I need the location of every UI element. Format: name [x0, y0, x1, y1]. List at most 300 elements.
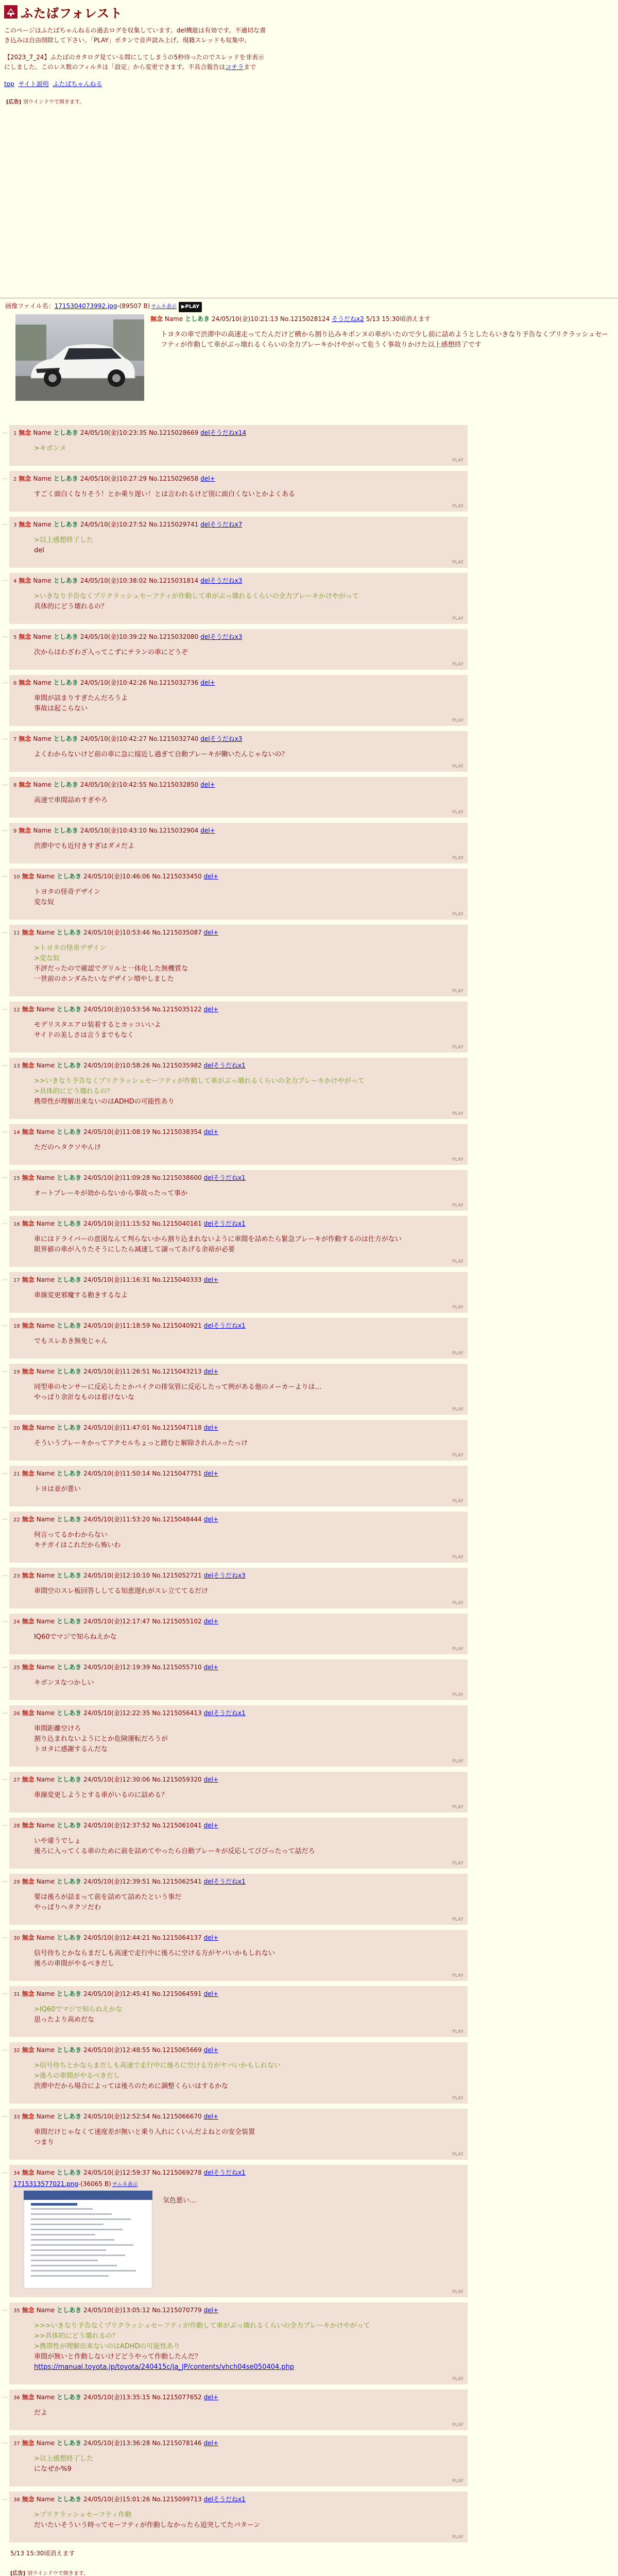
reply-row — [2, 1659, 618, 1700]
del-link[interactable]: del — [203, 1368, 213, 1375]
reply-date: 24/05/10(金)12:37:52 — [83, 1822, 150, 1829]
reply-row — [2, 2389, 618, 2430]
sodane-button[interactable]: + — [213, 1664, 219, 1671]
reply-post-no[interactable]: No.1215099713 — [152, 2496, 202, 2503]
reply-marker: … — [2, 1821, 8, 1827]
del-link[interactable]: del — [203, 1664, 213, 1671]
reply-marker: … — [2, 1989, 8, 1996]
reply-date: 24/05/10(金)10:27:29 — [80, 475, 147, 482]
reply-subject: 無念 — [22, 1368, 35, 1375]
reply-date: 24/05/10(金)10:27:52 — [80, 521, 147, 528]
op-expire: 5/13 15:30頃消えます — [366, 315, 431, 323]
sodane-button[interactable]: そうだねx1 — [213, 1709, 246, 1717]
play-button[interactable]: PLAY — [452, 1973, 464, 1978]
reply-post-no[interactable]: No.1215066670 — [152, 2113, 202, 2120]
reply-subject: 無念 — [22, 1424, 35, 1431]
body-line: トヨは並が悪い — [34, 1485, 81, 1493]
reply-number: 3 — [13, 522, 17, 528]
body-line: 割り込まれないようにとか危険運転だろうが — [34, 1735, 168, 1743]
del-link[interactable]: del — [203, 2496, 213, 2503]
reply-post-no[interactable]: No.1215070779 — [152, 2307, 202, 2314]
sodane-button[interactable]: + — [213, 873, 219, 880]
sodane-button[interactable]: + — [210, 781, 215, 788]
reply-post-no[interactable]: No.1215033450 — [152, 873, 202, 880]
reply-name-label: Name — [36, 1368, 55, 1375]
reply-post-no[interactable]: No.1215059320 — [152, 1776, 202, 1783]
reply-number: 17 — [13, 1278, 20, 1283]
notice-tail: まで — [244, 63, 256, 71]
ad-label — [6, 97, 614, 105]
sodane-button[interactable]: + — [213, 929, 219, 936]
reply-post-no[interactable]: No.1215035122 — [152, 1006, 202, 1013]
reply-name-label: Name — [36, 1276, 55, 1283]
reply-number: 16 — [13, 1222, 20, 1227]
play-button[interactable]: PLAY — [452, 1305, 464, 1310]
sodane-button[interactable]: + — [213, 1368, 219, 1375]
reply-marker: … — [2, 1219, 8, 1226]
reply-name: としあき — [57, 1878, 82, 1885]
reply-post — [9, 471, 468, 512]
sodane-button[interactable]: + — [213, 1618, 219, 1625]
reply-subject: 無念 — [22, 1276, 35, 1283]
play-button[interactable]: PLAY — [452, 1861, 464, 1866]
site-title[interactable]: ふたばフォレスト — [21, 5, 123, 21]
body-line: 何言ってるかわからない — [34, 1531, 108, 1539]
reply-body — [34, 1948, 464, 1969]
del-link[interactable]: del — [200, 827, 210, 834]
reply-post-no[interactable]: No.1215065669 — [152, 2046, 202, 2054]
reply-post — [9, 777, 468, 818]
play-button[interactable]: PLAY — [452, 1111, 464, 1116]
reply-file-line — [13, 2179, 464, 2190]
reply-post-no[interactable]: No.1215052721 — [152, 1572, 202, 1579]
sodane-button[interactable]: + — [213, 2307, 219, 2314]
reply-marker: … — [2, 2112, 8, 2119]
play-button[interactable]: PLAY — [452, 912, 464, 917]
reply-date: 24/05/10(金)12:10:10 — [83, 1572, 150, 1579]
del-link[interactable]: del — [203, 1322, 213, 1329]
reply-name-label: Name — [33, 521, 52, 528]
reply-row — [2, 1986, 618, 2037]
reply-post-no[interactable]: No.1215064591 — [152, 1990, 202, 1997]
reply-post — [9, 1466, 468, 1506]
reply-body — [34, 2005, 464, 2025]
quote-line: >>いきなり予告なくプリクラッシュセーフティが作動して車がぶっ壊れるくらいの全力ブレーキかけやがって — [34, 1077, 365, 1085]
reply-name-label: Name — [36, 929, 55, 936]
del-link[interactable]: del — [200, 429, 210, 436]
del-link[interactable]: del — [203, 2307, 213, 2314]
reply-number: 6 — [13, 681, 17, 686]
reply-marker: … — [2, 1367, 8, 1374]
body-line: やっぱりヘタクソだわ — [34, 1904, 101, 1911]
reply-row — [2, 2042, 618, 2104]
del-link[interactable]: del — [200, 633, 210, 640]
reply-marker: … — [2, 1515, 8, 1521]
reply-marker: … — [2, 1173, 8, 1180]
thumb-toggle-link[interactable]: サムネ表示 — [151, 304, 177, 310]
op-subject: 無念 — [150, 315, 163, 323]
del-link[interactable]: del — [203, 1220, 213, 1227]
del-link[interactable]: del — [203, 1572, 213, 1579]
reply-body — [34, 1724, 464, 1755]
del-link[interactable]: del — [203, 1709, 213, 1717]
del-link[interactable]: del — [203, 1822, 213, 1829]
quote-line: >後ろの車間がやるべきだし — [34, 2072, 120, 2080]
reply-body — [34, 750, 464, 760]
body-line: 車間だけじゃなくて速度差が無いと乗り入れにくいんだよねとの安全装置 — [34, 2128, 255, 2136]
play-button[interactable]: PLAY — [452, 1499, 464, 1504]
reply-post-no[interactable]: No.1215029741 — [148, 521, 199, 528]
reply-name-label: Name — [36, 1822, 55, 1829]
reply-post-no[interactable]: No.1215078146 — [152, 2439, 202, 2447]
body-line: トヨタの怪奇デザイン — [34, 888, 101, 896]
del-link[interactable]: del — [203, 1128, 213, 1136]
reply-post — [9, 1568, 468, 1608]
report-link[interactable]: コチラ — [225, 63, 244, 71]
reply-row — [2, 471, 618, 512]
del-link[interactable]: del — [203, 1776, 213, 1783]
reply-subject: 無念 — [22, 2113, 35, 2120]
play-button[interactable]: PLAY — [452, 1407, 464, 1412]
reply-name: としあき — [57, 1128, 82, 1136]
reply-date: 24/05/10(金)12:19:39 — [83, 1664, 150, 1671]
sodane-button[interactable]: そうだねx1 — [213, 1322, 246, 1329]
reply-number: 32 — [13, 2048, 20, 2054]
del-link[interactable]: del — [203, 1276, 213, 1283]
reply-name-label: Name — [36, 1006, 55, 1013]
play-button[interactable]: PLAY — [452, 560, 464, 565]
reply-post-no[interactable]: No.1215040333 — [152, 1276, 202, 1283]
reply-name-label: Name — [36, 1776, 55, 1783]
reply-post-no[interactable]: No.1215035982 — [152, 1062, 202, 1069]
del-link[interactable]: del — [203, 1934, 213, 1941]
reply-post-no[interactable]: No.1215043213 — [152, 1368, 202, 1375]
reply-name-label: Name — [36, 1878, 55, 1885]
reply-number: 23 — [13, 1573, 20, 1579]
sodane-button[interactable]: + — [213, 1934, 219, 1941]
reply-number: 1 — [13, 431, 17, 436]
reply-date: 24/05/10(金)10:58:26 — [83, 1062, 150, 1069]
play-button[interactable]: PLAY — [452, 1647, 464, 1652]
sodane-button[interactable]: + — [213, 1276, 219, 1283]
body-line: 信号待ちとかならまだしも高速で走行中に後ろに空ける方がヤバいかもしれない — [34, 1950, 276, 1957]
forest-logo-icon[interactable] — [4, 5, 18, 19]
sodane-button[interactable]: そうだねx1 — [213, 1174, 246, 1181]
play-button[interactable]: PLAY — [452, 1045, 464, 1050]
reply-header — [13, 1933, 464, 1943]
play-button[interactable]: PLAY — [452, 504, 464, 509]
reply-post-no[interactable]: No.1215031814 — [148, 577, 199, 584]
del-link[interactable]: del — [200, 577, 210, 584]
op-post-no[interactable]: No.1215028124 — [280, 315, 330, 323]
reply-list — [0, 425, 618, 2543]
op-play-button[interactable]: ▶PLAY — [179, 302, 202, 312]
reply-post-no[interactable]: No.1215055102 — [152, 1618, 202, 1625]
reply-number: 22 — [13, 1517, 20, 1523]
del-link[interactable]: del — [200, 781, 210, 788]
reply-number: 38 — [13, 2497, 20, 2503]
del-link[interactable]: del — [203, 873, 213, 880]
reply-name-label: Name — [36, 1220, 55, 1227]
sodane-button[interactable]: そうだねx3 — [210, 633, 243, 640]
reply-date: 24/05/10(金)12:22:35 — [83, 1709, 150, 1717]
reply-body — [34, 1836, 464, 1857]
sodane-button[interactable]: そうだねx1 — [213, 2169, 246, 2176]
reply-name: としあき — [57, 2169, 82, 2176]
reply-post-no[interactable]: No.1215062541 — [152, 1878, 202, 1885]
del-link[interactable]: del — [203, 1618, 213, 1625]
play-button[interactable]: PLAY — [452, 989, 464, 994]
reply-post-no[interactable]: No.1215029658 — [148, 475, 199, 482]
play-button[interactable]: PLAY — [452, 764, 464, 769]
reply-name-label: Name — [36, 1572, 55, 1579]
reply-post-no[interactable]: No.1215064137 — [152, 1934, 202, 1941]
reply-post-no[interactable]: No.1215047751 — [152, 1470, 202, 1477]
reply-post-no[interactable]: No.1215028669 — [148, 429, 199, 436]
reply-post — [9, 1272, 468, 1313]
play-button[interactable]: PLAY — [452, 2377, 464, 2382]
op-thumbnail[interactable] — [15, 314, 144, 401]
play-button[interactable]: PLAY — [452, 856, 464, 861]
reply-post — [9, 1002, 468, 1053]
del-link[interactable]: del — [200, 521, 210, 528]
play-button[interactable]: PLAY — [452, 2422, 464, 2428]
sodane-button[interactable]: そうだねx3 — [213, 1572, 246, 1579]
play-button[interactable]: PLAY — [452, 1805, 464, 1810]
del-link[interactable]: del — [203, 2439, 213, 2447]
reply-body — [34, 1530, 464, 1551]
reply-subject: 無念 — [22, 1516, 35, 1523]
sodane-button[interactable]: + — [213, 1470, 219, 1477]
del-link[interactable]: del — [203, 2113, 213, 2120]
url-link[interactable]: https://manual.toyota.jp/toyota/240415c/ja_JP/contents/vhch04se050404.php — [34, 2363, 295, 2371]
reply-subject: 無念 — [22, 1006, 35, 1013]
sodane-button[interactable]: + — [213, 1990, 219, 1997]
quote-line: >信号待ちとかならまだしも高速で走行中に後ろに空ける方がヤバいかもしれない — [34, 2062, 281, 2070]
play-button[interactable]: PLAY — [452, 1351, 464, 1356]
reply-date: 24/05/10(金)11:18:59 — [83, 1322, 150, 1329]
sodane-button[interactable]: + — [213, 1424, 219, 1431]
del-link[interactable]: del — [203, 1990, 213, 1997]
reply-header — [13, 1423, 464, 1433]
sodane-button[interactable]: そうだねx1 — [213, 2496, 246, 2503]
reply-post-no[interactable]: No.1215040161 — [152, 1220, 202, 1227]
play-button[interactable]: PLAY — [452, 1601, 464, 1606]
reply-number: 2 — [13, 477, 17, 482]
reply-number: 28 — [13, 1823, 20, 1829]
reply-date: 24/05/10(金)11:08:19 — [83, 1128, 150, 1136]
reply-post-no[interactable]: No.1215032080 — [148, 633, 199, 640]
sodane-button[interactable]: + — [210, 475, 215, 482]
notice-text — [4, 53, 267, 72]
sodane-button[interactable]: + — [213, 1128, 219, 1136]
del-link[interactable]: del — [200, 475, 210, 482]
reply-name-label: Name — [36, 1934, 55, 1941]
reply-name-label: Name — [36, 1990, 55, 1997]
reply-post-no[interactable]: No.1215032850 — [148, 781, 199, 788]
reply-post-no[interactable]: No.1215032740 — [148, 735, 199, 742]
play-button[interactable]: PLAY — [452, 458, 464, 463]
reply-post-no[interactable]: No.1215048444 — [152, 1516, 202, 1523]
thread-footer — [10, 2549, 618, 2576]
reply-subject: 無念 — [22, 2496, 35, 2503]
play-button[interactable]: PLAY — [452, 2096, 464, 2101]
thumb-toggle-link[interactable]: サムネ表示 — [112, 2182, 138, 2188]
del-link[interactable]: del — [203, 2394, 213, 2401]
expire-note: 5/13 15:30頃消えます — [10, 2550, 75, 2557]
body-line: 具体的にどう壊れるの？ — [34, 603, 108, 611]
del-link[interactable]: del — [200, 679, 210, 686]
body-line: 要は後ろが詰まって前を詰めて詰めたという事だ — [34, 1893, 182, 1901]
del-link[interactable]: del — [200, 735, 210, 742]
play-button[interactable]: PLAY — [452, 1453, 464, 1458]
del-link[interactable]: del — [203, 1424, 213, 1431]
sodane-button[interactable]: そうだねx1 — [213, 1062, 246, 1069]
reply-body — [34, 1790, 464, 1801]
op-file-link[interactable]: 1715304073992.jpg — [54, 302, 117, 310]
play-button[interactable]: PLAY — [452, 2479, 464, 2484]
sodane-button[interactable]: そうだねx14 — [210, 429, 246, 436]
nav-top-link[interactable]: top — [4, 80, 14, 88]
sodane-button[interactable]: そうだねx3 — [210, 577, 243, 584]
sodane-button[interactable]: + — [213, 2113, 219, 2120]
reply-post-no[interactable]: No.1215040921 — [152, 1322, 202, 1329]
reply-post-no[interactable]: No.1215038600 — [152, 1174, 202, 1181]
reply-name: としあき — [53, 735, 78, 742]
reply-post-no[interactable]: No.1215055710 — [152, 1664, 202, 1671]
sodane-button[interactable]: そうだねx1 — [213, 1878, 246, 1885]
reply-date: 24/05/10(金)11:50:14 — [83, 1470, 150, 1477]
quote-line: >以上感想終了した — [34, 536, 93, 544]
reply-marker: … — [2, 1571, 8, 1578]
play-button[interactable]: PLAY — [452, 810, 464, 815]
reply-file-link[interactable]: 1715313577021.png — [13, 2180, 78, 2188]
reply-post-no[interactable]: No.1215056413 — [152, 1709, 202, 1717]
reply-marker: … — [2, 1321, 8, 1328]
sodane-button[interactable]: + — [213, 1006, 219, 1013]
play-button[interactable]: PLAY — [452, 616, 464, 621]
reply-date: 24/05/10(金)10:42:26 — [80, 679, 147, 686]
del-link[interactable]: del — [203, 1006, 213, 1013]
body-line: 変な奴 — [34, 899, 55, 906]
reply-name: としあき — [57, 1470, 82, 1477]
reply-subject: 無念 — [22, 2307, 35, 2314]
reply-marker: … — [2, 576, 8, 583]
del-link[interactable]: del — [203, 1470, 213, 1477]
reply-name-label: Name — [36, 2439, 55, 2447]
play-button[interactable]: PLAY — [452, 1203, 464, 1208]
sodane-button[interactable]: そうだねx1 — [213, 1220, 246, 1227]
reply-post-no[interactable]: No.1215069278 — [152, 2169, 202, 2176]
sodane-button[interactable]: + — [213, 2394, 219, 2401]
play-button[interactable]: PLAY — [452, 2290, 464, 2295]
reply-post-no[interactable]: No.1215061041 — [152, 1822, 202, 1829]
reply-post-no[interactable]: No.1215077652 — [152, 2394, 202, 2401]
play-button[interactable]: PLAY — [452, 1555, 464, 1560]
reply-subject: 無念 — [22, 1934, 35, 1941]
sodane-button[interactable]: そうだねx7 — [210, 521, 243, 528]
play-button[interactable]: PLAY — [452, 1759, 464, 1764]
del-link[interactable]: del — [203, 1878, 213, 1885]
reply-thumbnail[interactable] — [24, 2191, 152, 2289]
sodane-button[interactable]: + — [210, 827, 215, 834]
nav-futaba-link[interactable]: ふたばちゃんねる — [53, 80, 102, 88]
play-button[interactable]: PLAY — [452, 1157, 464, 1162]
reply-post-no[interactable]: No.1215032904 — [148, 827, 199, 834]
reply-name-label: Name — [36, 2113, 55, 2120]
reply-name: としあき — [57, 1516, 82, 1523]
reply-name-label: Name — [36, 1424, 55, 1431]
play-button[interactable]: PLAY — [452, 2152, 464, 2157]
del-link[interactable]: del — [203, 1174, 213, 1181]
reply-date: 24/05/10(金)11:16:31 — [83, 1276, 150, 1283]
play-button[interactable]: PLAY — [452, 1917, 464, 1922]
body-line: キチガイはこれだから怖いわ — [34, 1541, 121, 1549]
play-button[interactable]: PLAY — [452, 662, 464, 667]
reply-post-no[interactable]: No.1215035087 — [152, 929, 202, 936]
play-button[interactable]: PLAY — [452, 1692, 464, 1698]
reply-name-label: Name — [33, 781, 52, 788]
reply-name-label: Name — [36, 1664, 55, 1671]
reply-number: 24 — [13, 1619, 20, 1625]
reply-header — [13, 632, 464, 642]
reply-number: 7 — [13, 737, 17, 742]
intro-text: このページはふたばちゃんねるの過去ログを収集しています。del機能は有効です。不適切な書き込みは自由削除して下さい。「PLAY」ボタンで音声読み上げ。現籍スレッドも収集中。 — [4, 27, 266, 44]
op-header — [150, 314, 613, 324]
reply-header — [13, 1005, 464, 1015]
play-button[interactable]: PLAY — [452, 2029, 464, 2035]
reply-post — [9, 573, 468, 624]
reply-header — [13, 1663, 464, 1673]
op-sodane-button[interactable]: そうだねx2 — [332, 315, 364, 323]
sodane-button[interactable]: + — [213, 1776, 219, 1783]
reply-date: 24/05/10(金)12:39:51 — [83, 1878, 150, 1885]
reply-row — [2, 425, 618, 466]
reply-number: 18 — [13, 1324, 20, 1329]
reply-body — [163, 2196, 196, 2285]
sodane-button[interactable]: + — [210, 679, 215, 686]
sodane-button[interactable]: そうだねx3 — [210, 735, 243, 742]
del-link[interactable]: del — [203, 2046, 213, 2054]
reply-post-no[interactable]: No.1215038354 — [152, 1128, 202, 1136]
reply-header — [13, 1989, 464, 1999]
reply-post-no[interactable]: No.1215032736 — [148, 679, 199, 686]
reply-name: としあき — [57, 2307, 82, 2314]
reply-marker: … — [2, 474, 8, 481]
del-link[interactable]: del — [203, 929, 213, 936]
reply-row — [2, 1930, 618, 1981]
reply-post-no[interactable]: No.1215047118 — [152, 1424, 202, 1431]
sodane-button[interactable]: + — [213, 2439, 219, 2447]
sodane-button[interactable]: + — [213, 1516, 219, 1523]
del-link[interactable]: del — [203, 1062, 213, 1069]
del-link[interactable]: del — [203, 2169, 213, 2176]
play-button[interactable]: PLAY — [452, 2535, 464, 2540]
del-link[interactable]: del — [203, 1516, 213, 1523]
reply-header — [13, 1617, 464, 1627]
reply-subject: 無念 — [22, 1470, 35, 1477]
play-button[interactable]: PLAY — [452, 1259, 464, 1264]
reply-row — [2, 1002, 618, 1053]
sodane-button[interactable]: + — [213, 1822, 219, 1829]
sodane-button[interactable]: + — [213, 2046, 219, 2054]
quote-line: >いきなり予告なくプリクラッシュセーフティが作動して車がぶっ壊れるくらいの全力ブレーキかけやがって — [34, 592, 359, 600]
reply-body — [34, 2510, 464, 2531]
reply-row — [2, 1364, 618, 1415]
nav-about-link[interactable]: サイト説明 — [18, 80, 49, 88]
reply-date: 24/05/10(金)11:53:20 — [83, 1516, 150, 1523]
play-button[interactable]: PLAY — [452, 718, 464, 723]
